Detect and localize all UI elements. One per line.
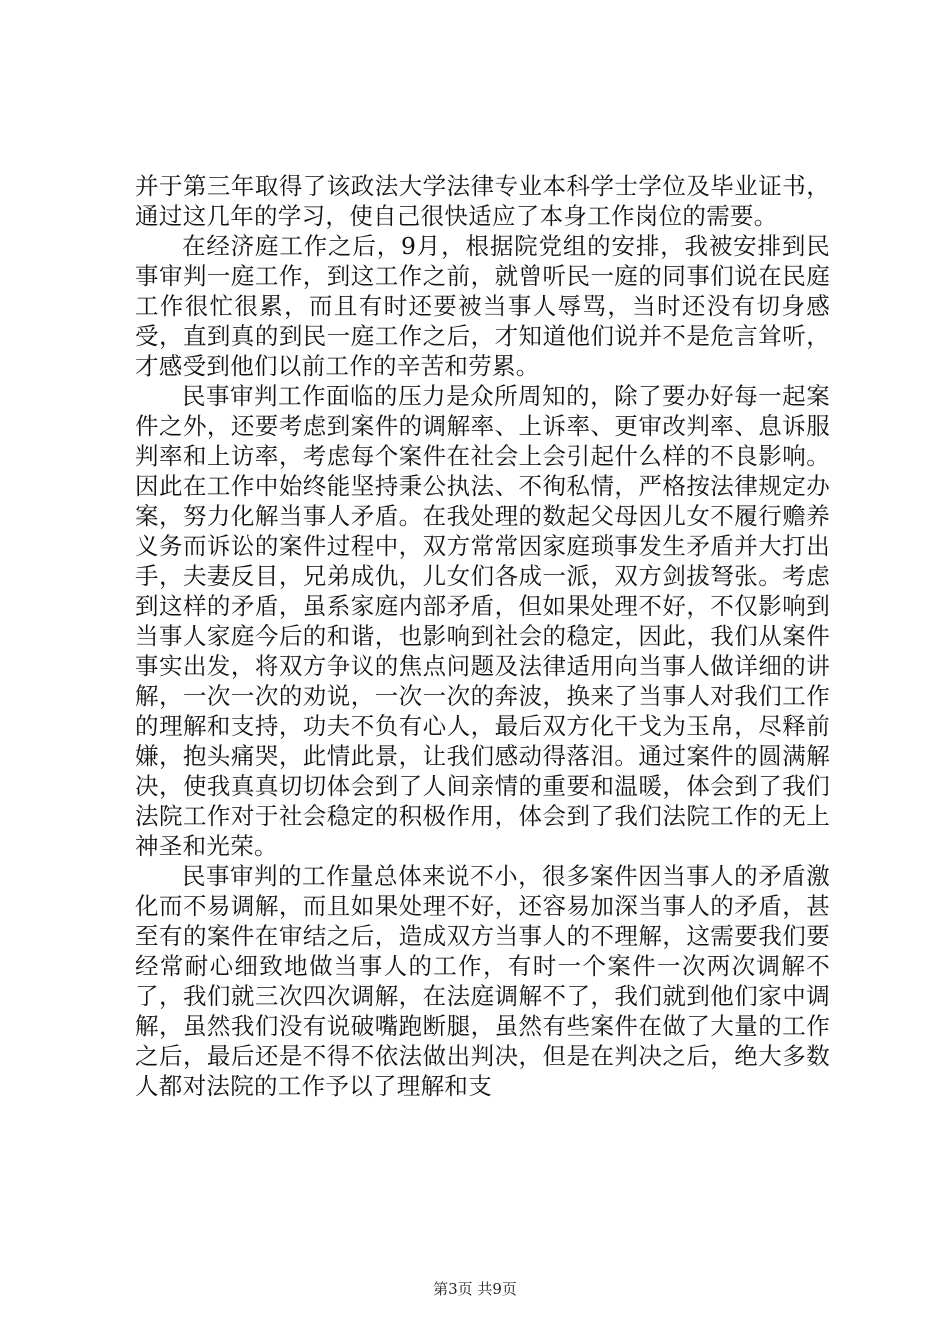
paragraph-4: 民事审判的工作量总体来说不小，很多案件因当事人的矛盾激化而不易调解，而且如果处理不好，还容易加深当事人的矛盾，甚至有的案件在审结之后，造成双方当事人的不理解，这需要我们要经常耐心细致地做当事人的工作，有时一个案件一次两次调解不了，我们就三次四次调解，在法庭调解不了，我们就到他们家中调解，虽然我们没有说破嘴跑断腿，虽然有些案件在做了大量的工作之后，最后还是不得不依法做出判决，但是在判决之后，绝大多数人都对法院的工作予以了理解和支 [135, 862, 830, 1100]
paragraph-3: 民事审判工作面临的压力是众所周知的，除了要办好每一起案件之外，还要考虑到案件的调解率、上诉率、更审改判率、息诉服判率和上访率，考虑每个案件在社会上会引起什么样的不良影响。因此在工作中始终能坚持秉公执法、不徇私情，严格按法律规定办案，努力化解当事人矛盾。在我处理的数起父母因儿女不履行赡养义务而诉讼的案件过程中，双方常常因家庭琐事发生矛盾并大打出手，夫妻反目，兄弟成仇，儿女们各成一派，双方剑拔弩张。考虑到这样的矛盾，虽系家庭内部矛盾，但如果处理不好，不仅影响到当事人家庭今后的和谐，也影响到社会的稳定，因此，我们从案件事实出发，将双方争议的焦点问题及法律适用向当事人做详细的讲解，一次一次的劝说，一次一次的奔波，换来了当事人对我们工作的理解和支持，功夫不负有心人，最后双方化干戈为玉帛，尽释前嫌，抱头痛哭，此情此景，让我们感动得落泪。通过案件的圆满解决，使我真真切切体会到了人间亲情的重要和温暖，体会到了我们法院工作对于社会稳定的积极作用，体会到了我们法院工作的无上神圣和光荣。 [135, 382, 830, 860]
paragraph-1: 并于第三年取得了该政法大学法律专业本科学士学位及毕业证书，通过这几年的学习，使自己很快适应了本身工作岗位的需要。 [135, 172, 830, 230]
paragraph-2: 在经济庭工作之后，9月，根据院党组的安排，我被安排到民事审判一庭工作，到这工作之前，就曾听民一庭的同事们说在民庭工作很忙很累，而且有时还要被当事人辱骂，当时还没有切身感受，直到真的到民一庭工作之后，才知道他们说并不是危言耸听，才感受到他们以前工作的辛苦和劳累。 [135, 232, 830, 380]
page-number-footer: 第3页 共9页 [433, 1280, 517, 1298]
document-body [135, 171, 830, 1101]
